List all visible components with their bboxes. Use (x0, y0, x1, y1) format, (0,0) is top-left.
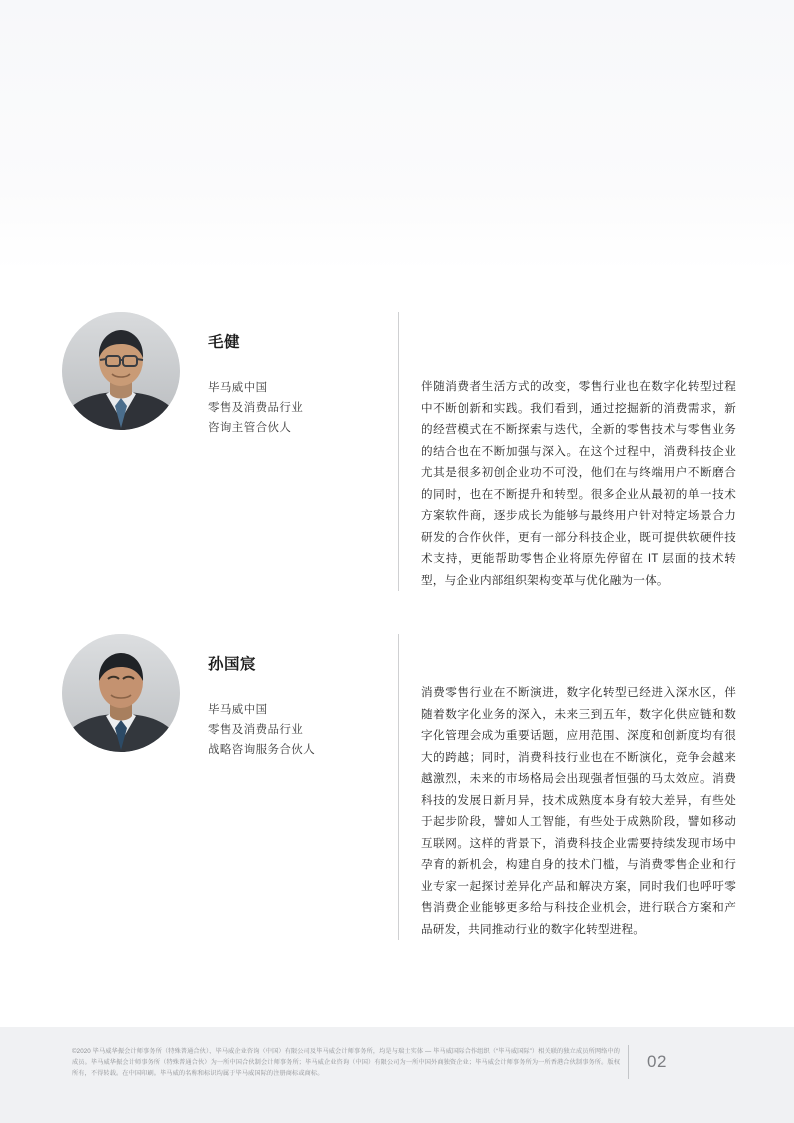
person-practice: 零售及消费品行业 (208, 724, 304, 736)
portrait-photo-icon (62, 634, 180, 752)
avatar (62, 634, 180, 752)
quote-column (398, 312, 736, 591)
profile-block (62, 634, 736, 940)
page-number: 02 (647, 1052, 667, 1071)
person-practice: 零售及消费品行业 (208, 402, 304, 414)
person-affiliation: 毕马威中国 (208, 382, 268, 394)
page-footer (0, 1027, 794, 1123)
quote-column (398, 634, 736, 940)
person-name: 孙国宸 (208, 656, 257, 673)
person-role: 咨询主管合伙人 (208, 422, 292, 434)
person-name: 毛健 (208, 334, 241, 351)
person-affiliation: 毕马威中国 (208, 704, 268, 716)
person-meta (208, 312, 388, 438)
person-role: 战略咨询服务合伙人 (208, 744, 316, 756)
quote-text: 伴随消费者生活方式的改变，零售行业也在数字化转型过程中不断创新和实践。我们看到，通过挖掘新的消费需求，新的经营模式在不断探索与迭代，全新的零售技术与零售业务的结合也在不断加强与深入。在这个过程中，消费科技企业尤其是很多初创企业功不可没，他们在与终端用户不断磨合的同时，也在不断提升和转型。很多企业从最初的单一技术方案软件商，逐步成长为能够与最终用户针对特定场景合力研发的合作伙伴，更有一部分科技企业，既可提供软硬件技术支持，更能帮助零售企业将原先停留在 IT 层面的技术转型，与企业内部组织架构变革与优化融为一体。 (421, 380, 736, 587)
portrait-photo-icon (62, 312, 180, 430)
person-meta (208, 634, 388, 760)
profile-block (62, 312, 736, 591)
quote-text: 消费零售行业在不断演进，数字化转型已经进入深水区，伴随着数字化业务的深入，未来三到五年，数字化供应链和数字化管理会成为重要话题，应用范围、深度和创新度均有很大的跨越；同时，消费科技行业也在不断演化，竞争会越来越激烈，未来的市场格局会出现强者恒强的马太效应。消费科技的发展日新月异，技术成熟度本身有较大差异，有些处于起步阶段，譬如人工智能，有些处于成熟阶段，譬如移动互联网。这样的背景下，消费科技企业需要持续发现市场中孕育的新机会，构建自身的技术门槛，与消费零售企业和行业专家一起探讨差异化产品和解决方案，同时我们也呼吁零售消费企业能够更多给与科技企业机会，进行联合方案和产品研发，共同推动行业的数字化转型进程。 (421, 686, 736, 936)
avatar (62, 312, 180, 430)
page-top-band (0, 0, 794, 272)
legal-disclaimer: ©2020 毕马威华振会计师事务所（特殊普通合伙）、毕马威企业咨询（中国）有限公司及毕马威会计师事务所，均是与瑞士实体 — 毕马威国际合作组织（“毕马威国际”）相关联的独立成员所网络中的成员。毕马威华振会计师事务所（特殊普通合伙）为一所中国合伙制会计师事务所；毕马威企业咨询（中国）有限公司为一所中国外商独资企业；毕马威会计师事务所为一所香港合伙制事务所。版权所有，不得转载。在中国印刷。毕马威的名称和标识均属于毕马威国际的注册商标或商标。 (72, 1047, 620, 1077)
footer-divider (628, 1045, 629, 1079)
